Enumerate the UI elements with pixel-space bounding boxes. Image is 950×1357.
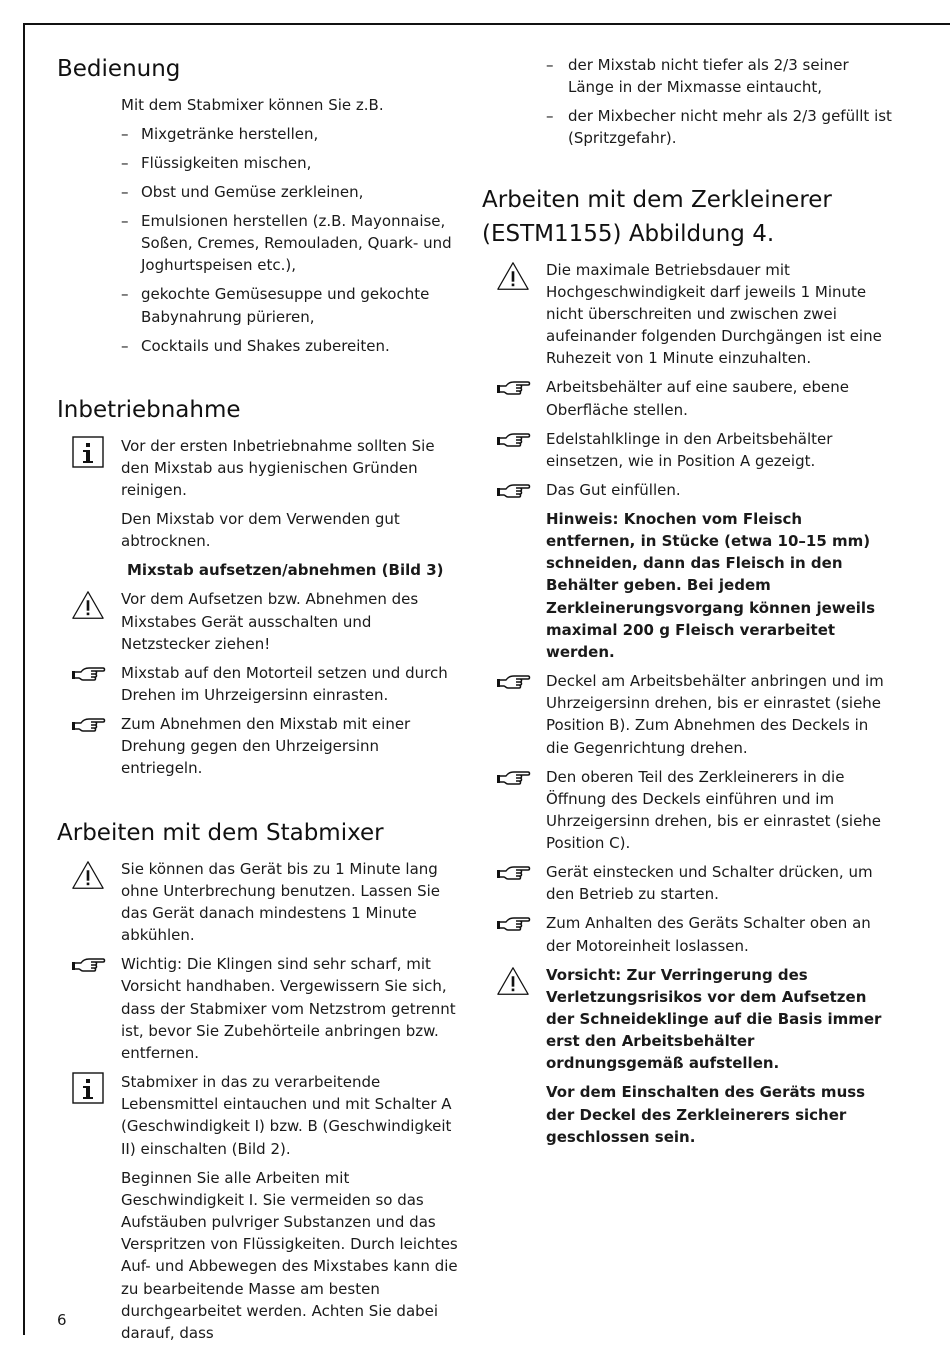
step-block: Gerät einstecken und Schalter drücken, um den Betrieb zu starten. bbox=[482, 861, 894, 905]
list-item: – gekochte Gemüsesuppe und gekochte Babynahrung pürieren, bbox=[121, 285, 430, 326]
warning-block: Vorsicht: Zur Verringerung des Verletzungsrisikos vor dem Aufsetzen der Schneideklinge auf die Basis immer erst den Arbeitsbehälter ordnungsgemäß aufstellen. bbox=[482, 964, 894, 1075]
page-number: 6 bbox=[57, 1311, 67, 1329]
info-icon bbox=[71, 1071, 105, 1105]
subheading: Mixstab aufsetzen/abnehmen (Bild 3) bbox=[127, 561, 444, 580]
info-icon bbox=[71, 435, 105, 469]
list-item: – Cocktails und Shakes zubereiten. bbox=[121, 336, 390, 355]
heading-stabmixer: Arbeiten mit dem Stabmixer bbox=[57, 819, 384, 846]
right-column bbox=[482, 54, 894, 1155]
pointing-hand-icon bbox=[71, 717, 107, 735]
pointing-hand-icon bbox=[496, 432, 532, 450]
warning-block: Die maximale Betriebsdauer mit Hochgeschwindigkeit darf jeweils 1 Minute nicht überschreiten und zwischen zwei aufeinander folgenden Durchgängen ist eine Ruhezeit von 1 Minute einzuhalten. bbox=[482, 259, 894, 370]
warning-icon bbox=[71, 588, 105, 622]
pointing-hand-icon bbox=[496, 483, 532, 501]
pointing-hand-icon bbox=[496, 380, 532, 398]
warning-icon bbox=[496, 964, 530, 998]
step-block: Wichtig: Die Klingen sind sehr scharf, mit Vorsicht handhaben. Vergewissern Sie sich, dass der Stabmixer vom Netzstrom getrennt ist, bevor Sie Zubehörteile anbringen bzw. entfernen. bbox=[57, 953, 462, 1064]
warning-block: Sie können das Gerät bis zu 1 Minute lang ohne Unterbrechung benutzen. Lassen Sie das Gerät danach mindestens 1 Minute abkühlen. bbox=[57, 858, 462, 947]
list-item: – der Mixbecher nicht mehr als 2/3 gefüllt ist (Spritzgefahr). bbox=[546, 107, 892, 148]
left-column bbox=[57, 52, 462, 1351]
step-block: Arbeitsbehälter auf eine saubere, ebene Oberfläche stellen. bbox=[482, 376, 894, 420]
pointing-hand-icon bbox=[71, 666, 107, 684]
step-block: Das Gut einfüllen. bbox=[482, 479, 894, 501]
pointing-hand-icon bbox=[496, 770, 532, 788]
hinweis-paragraph: Hinweis: Knochen vom Fleisch entfernen, in Stücke (etwa 10–15 mm) schneiden, dann das Fleisch in den Behälter geben. Bei jedem Zerkleinerungsvorgang können jeweils maximal 200 g Fleisch verarbeitet werden. bbox=[546, 509, 875, 662]
info-block: Stabmixer in das zu verarbeitende Lebensmittel eintauchen und mit Schalter A (Geschwindigkeit I) bzw. B (Geschwindigkeit II) einschalten (Bild 2). bbox=[57, 1071, 462, 1160]
step-block: Den oberen Teil des Zerkleinerers in die Öffnung des Deckels einführen und im Uhrzeigersinn drehen, bis er einrastet (siehe Position C). bbox=[482, 766, 894, 855]
paragraph: Den Mixstab vor dem Verwenden gut abtrocknen. bbox=[121, 510, 400, 551]
bedienung-intro: Mit dem Stabmixer können Sie z.B. bbox=[121, 96, 384, 114]
info-block: Vor der ersten Inbetriebnahme sollten Sie den Mixstab aus hygienischen Gründen reinigen. bbox=[57, 435, 462, 502]
step-block: Edelstahlklinge in den Arbeitsbehälter einsetzen, wie in Position A gezeigt. bbox=[482, 428, 894, 472]
list-item: – Flüssigkeiten mischen, bbox=[121, 154, 312, 172]
list-item: – Obst und Gemüse zerkleinen, bbox=[121, 183, 364, 201]
step-block: Mixstab auf den Motorteil setzen und durch Drehen im Uhrzeigersinn einrasten. bbox=[57, 662, 462, 706]
list-item: – Mixgetränke herstellen, bbox=[121, 125, 319, 143]
step-block: Zum Abnehmen den Mixstab mit einer Drehung gegen den Uhrzeigersinn entriegeln. bbox=[57, 713, 462, 780]
warning-icon bbox=[496, 259, 530, 293]
heading-inbetriebnahme: Inbetriebnahme bbox=[57, 396, 241, 423]
pointing-hand-icon bbox=[496, 674, 532, 692]
final-paragraph: Vor dem Einschalten des Geräts muss der Deckel des Zerkleinerers sicher geschlossen sein. bbox=[546, 1083, 866, 1146]
page-frame-top bbox=[24, 23, 950, 25]
heading-zerkleinerer: Arbeiten mit dem Zerkleinerer (ESTM1155) Abbildung 4. bbox=[482, 186, 832, 247]
list-item: – der Mixstab nicht tiefer als 2/3 seiner Länge in der Mixmasse eintaucht, bbox=[546, 56, 849, 97]
heading-bedienung: Bedienung bbox=[57, 56, 181, 82]
list-item: – Emulsionen herstellen (z.B. Mayonnaise, Soßen, Cremes, Remouladen, Quark- und Joghurtspeisen etc.), bbox=[121, 212, 452, 275]
pointing-hand-icon bbox=[496, 916, 532, 934]
step-block: Deckel am Arbeitsbehälter anbringen und im Uhrzeigersinn drehen, bis er einrastet (siehe Position B). Zum Abnehmen des Deckels in die Gegenrichtung drehen. bbox=[482, 670, 894, 759]
step-block: Zum Anhalten des Geräts Schalter oben an der Motoreinheit loslassen. bbox=[482, 912, 894, 956]
pointing-hand-icon bbox=[496, 865, 532, 883]
pointing-hand-icon bbox=[71, 957, 107, 975]
warning-block: Vor dem Aufsetzen bzw. Abnehmen des Mixstabes Gerät ausschalten und Netzstecker ziehen! bbox=[57, 588, 462, 655]
paragraph: Beginnen Sie alle Arbeiten mit Geschwindigkeit I. Sie vermeiden so das Aufstäuben pulvriger Substanzen und das Verspritzen von Flüssigkeiten. Durch leichtes Auf- und Abbewegen des Mixstabes kann die zu bearbeitende Masse am besten durchgearbeitet werden. Achten Sie dabei darauf, dass bbox=[121, 1168, 458, 1343]
warning-icon bbox=[71, 858, 105, 892]
page-frame-left bbox=[23, 23, 25, 1335]
